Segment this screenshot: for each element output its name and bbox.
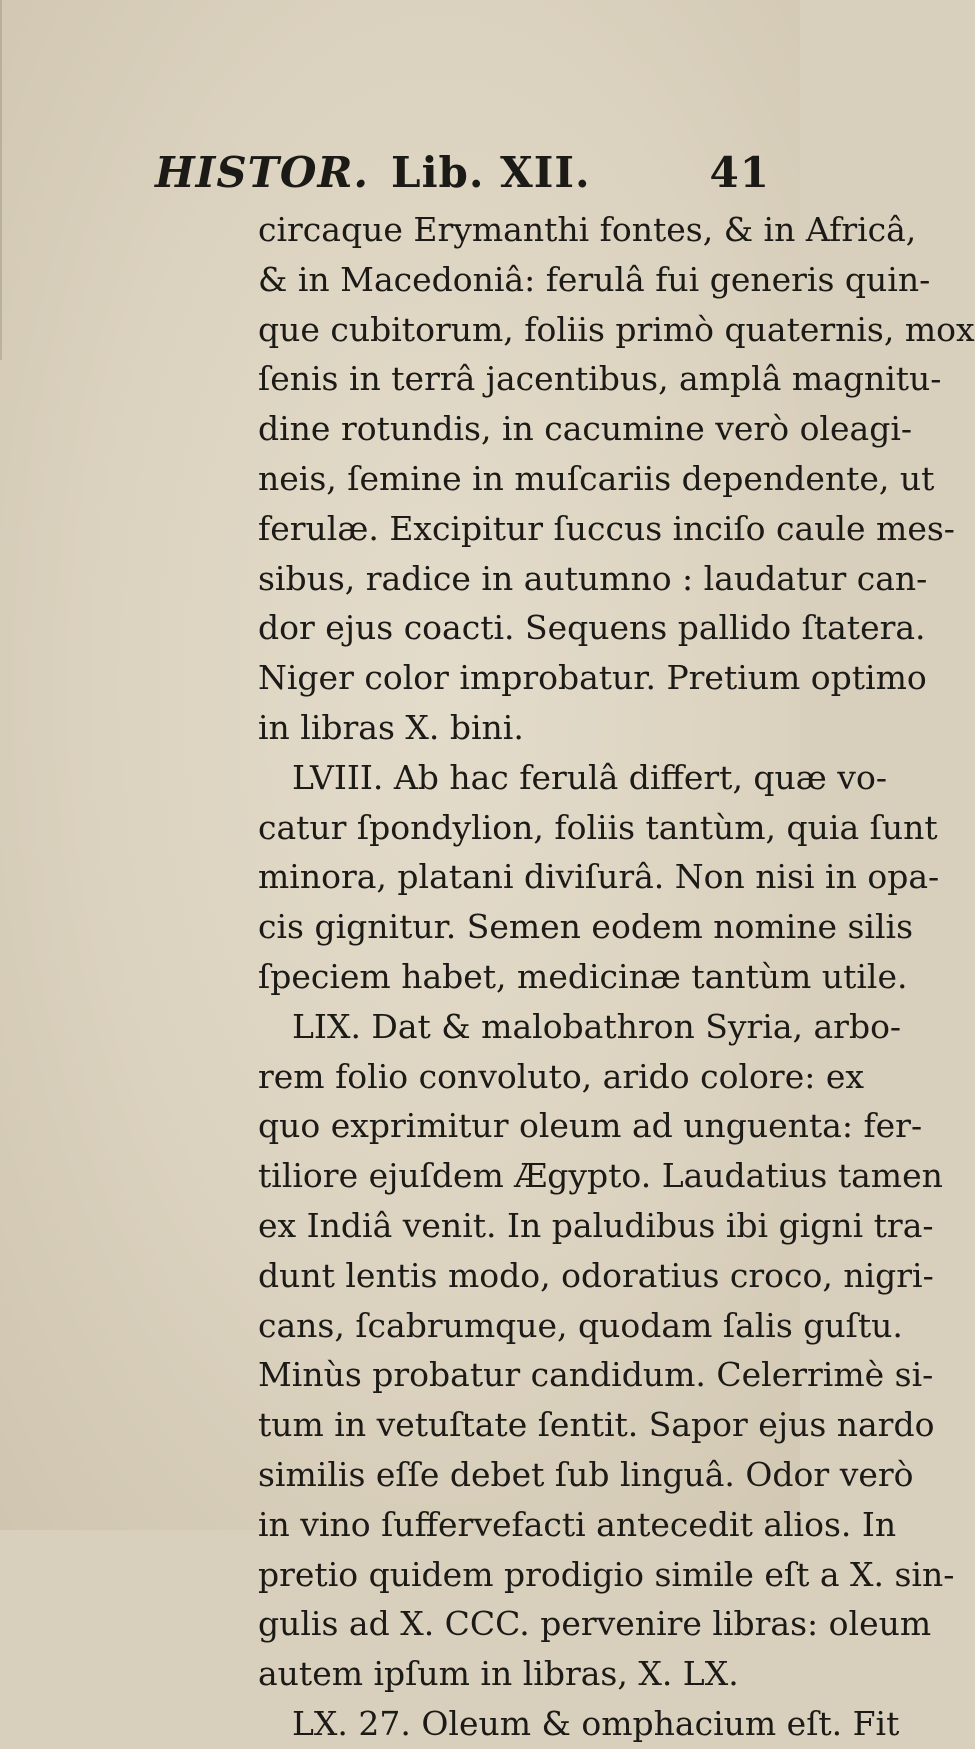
text-line: tiliore ejuſdem Ægypto. Laudatius tamen (258, 1156, 943, 1196)
text-line: pretio quidem prodigio simile eſt a X. sin- (258, 1554, 955, 1594)
text-line: dor ejus coacti. Sequens pallido ſtatera. (258, 608, 926, 648)
running-header (155, 148, 770, 198)
text-line: similis eſſe debet ſub linguâ. Odor verò (258, 1454, 914, 1494)
text-line: tum in vetuſtate ſentit. Sapor ejus nardo (258, 1405, 935, 1445)
text-line: autem ipſum in libras, X. LX. (258, 1654, 739, 1694)
section-heading-line: LX. 27. Oleum & omphacium eſt. Fit (292, 1703, 900, 1743)
text-line: circaque Erymanthi fontes, & in Africâ, (258, 210, 917, 249)
text-line: ſpeciem habet, medicinæ tantùm utile. (258, 956, 908, 996)
text-line: sibus, radice in autumno : laudatur can- (258, 558, 928, 598)
text-line: ferulæ. Excipitur ſuccus inciſo caule mes- (258, 508, 955, 548)
text-line: dine rotundis, in cacumine verò oleagi- (258, 409, 913, 449)
text-line: Niger color improbatur. Pretium optimo (258, 658, 927, 698)
text-line: Minùs probatur candidum. Celerrimè si- (258, 1355, 934, 1395)
section-heading-line: LVIII. Ab hac ferulâ differt, quæ vo- (292, 757, 887, 797)
text-line: gulis ad X. CCC. pervenire libras: oleum (258, 1604, 932, 1644)
text-line: rem folio convoluto, arido colore: ex (258, 1056, 864, 1096)
text-line: neis, ſemine in muſcariis dependente, ut (258, 458, 935, 498)
text-line: que cubitorum, foliis primò quaternis, mox (258, 309, 975, 349)
text-line: ſenis in terrâ jacentibus, amplâ magnitu- (258, 359, 942, 399)
text-line: catur ſpondylion, foliis tantùm, quia ſunt (258, 807, 938, 847)
text-line: in vino ſuffervefacti antecedit alios. In (258, 1504, 897, 1544)
section-heading-line: LIX. Dat & malobathron Syria, arbo- (292, 1006, 902, 1046)
running-title: HISTOR. (155, 148, 370, 197)
body-text (258, 205, 975, 1749)
text-line: ex Indiâ venit. In paludibus ibi gigni tra- (258, 1205, 934, 1245)
text-line: quo exprimitur oleum ad unguenta: fer- (258, 1106, 923, 1146)
page-gutter-edge (0, 0, 8, 360)
text-line: cans, ſcabrumque, quodam ſalis guſtu. (258, 1305, 903, 1345)
text-line: cis gignitur. Semen eodem nomine silis (258, 907, 914, 947)
text-line: in libras X. bini. (258, 707, 524, 747)
text-line: minora, platani diviſurâ. Non nisi in opa- (258, 857, 940, 897)
text-line: dunt lentis modo, odoratius croco, nigri- (258, 1255, 934, 1295)
text-line: & in Macedoniâ: ferulâ fui generis quin- (258, 259, 931, 299)
page-number: 41 (709, 148, 770, 197)
book-reference: Lib. XII. (391, 148, 591, 197)
